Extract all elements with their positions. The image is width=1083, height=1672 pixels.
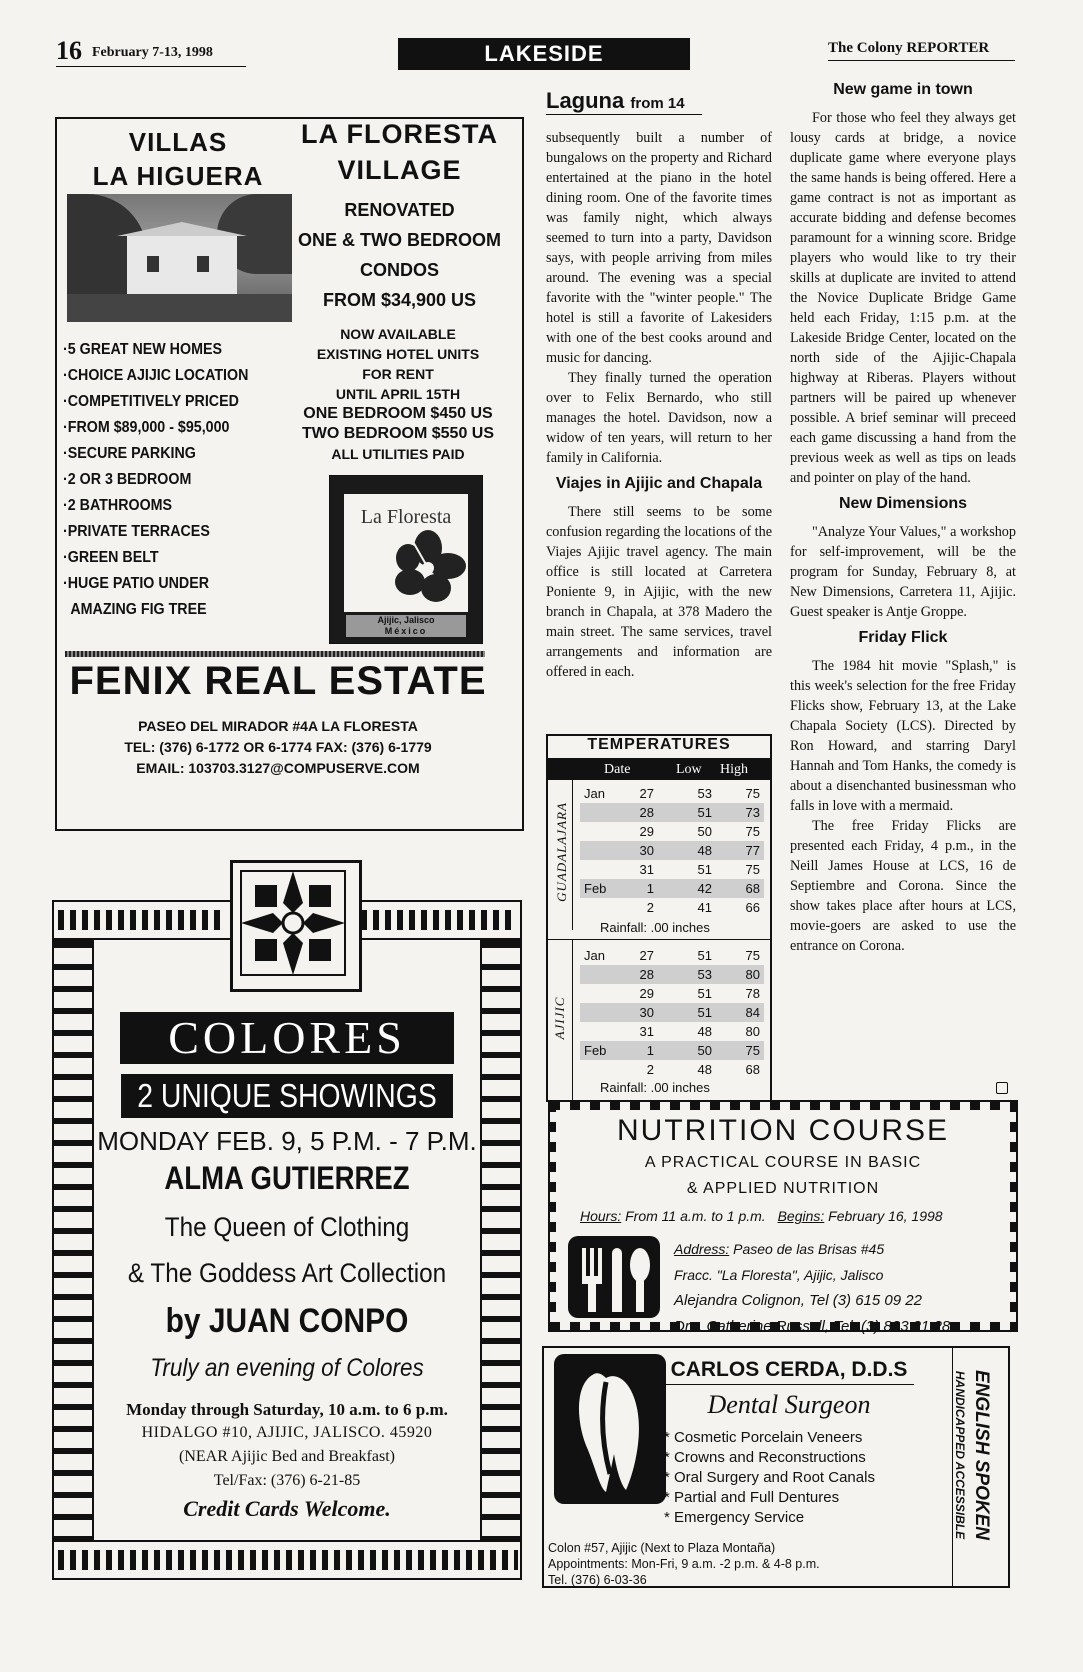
logo-sub: México xyxy=(384,626,428,636)
temp-row xyxy=(580,965,764,984)
opening-hours: Monday through Saturday, 10 a.m. to 6 p.m. xyxy=(126,1400,448,1419)
friday-flick-text: The 1984 hit movie "Splash," is this week's selection for the free Friday Flicks show, February 13, at the Lake Chapala Society (LCS). Directed by Ron Howard, and starring Daryl Hannah and Tom Hanks, the comedy is about a disenchanted businessman who falls in love with a mermaid. xyxy=(790,658,1016,814)
service-item: * Cosmetic Porcelain Veneers xyxy=(664,1429,863,1446)
friday-flick-title: Friday Flick xyxy=(858,629,948,646)
villas-title-2: LA HIGUERA xyxy=(92,161,264,191)
laguna-jump: from 14 xyxy=(630,95,685,112)
temp-row xyxy=(580,841,764,860)
temp-month xyxy=(580,822,622,841)
temp-month xyxy=(580,965,622,984)
begins-value: February 16, 1998 xyxy=(828,1208,943,1224)
rent-line: ALL UTILITIES PAID xyxy=(331,446,465,462)
new-dimensions-text: "Analyze Your Values," a workshop for self-improvement, will be the program for Sunday, February 8, at New Dimensions, Carretera 11, Ajijic. Guest speaker is Antje Groppe. xyxy=(790,524,1016,620)
temp-high: 75 xyxy=(745,948,760,963)
dental-appointments: Appointments: Mon-Fri, 9 a.m. -2 p.m. & 4-8 p.m. xyxy=(548,1557,820,1571)
temp-month: Feb xyxy=(580,1041,622,1060)
feature-item: ·PRIVATE TERRACES xyxy=(63,523,210,540)
dental-phone: Tel. (376) 6-03-36 xyxy=(548,1573,647,1587)
temp-day: 1 xyxy=(622,879,658,898)
address-label: Address: xyxy=(674,1241,730,1257)
show-dates: MONDAY FEB. 9, 5 P.M. - 7 P.M. xyxy=(97,1126,477,1156)
rainfall-value: .00 inches xyxy=(650,920,710,935)
temp-day: 31 xyxy=(639,1024,654,1039)
temp-low: 42 xyxy=(658,879,716,898)
temps-header-row xyxy=(548,759,770,780)
handicapped-accessible: HANDICAPPED ACCESSIBLE xyxy=(953,1370,967,1540)
guadalajara-table xyxy=(580,784,764,917)
temp-high: 75 xyxy=(745,862,760,877)
ajijic-side xyxy=(548,940,573,1100)
guadalajara-side xyxy=(548,780,573,930)
story-paragraph: They finally turned the operation over to Felix Bernardo, who still manages the hotel. Davidson, now a widow of ten years, will return to her family in California. xyxy=(546,370,772,466)
designer-name: ALMA GUTIERREZ xyxy=(164,1160,410,1196)
temp-row xyxy=(580,784,764,803)
temp-low: 51 xyxy=(697,948,712,963)
friday-flick-text: The free Friday Flicks are presented each Friday, 4 p.m., in the Neill James House at LCS, 16 de Septiembre and Corona. Since the show takes place after hours at LCS, movie-goers are asked to use the entrance on Corona. xyxy=(790,818,1016,954)
feature-item: ·5 GREAT NEW HOMES xyxy=(63,341,222,358)
viajes-title: Viajes in Ajijic and Chapala xyxy=(555,475,763,492)
temp-month xyxy=(580,1003,622,1022)
temp-high: 80 xyxy=(745,1024,760,1039)
colores-subtitle: 2 UNIQUE SHOWINGS xyxy=(121,1074,453,1118)
rainfall-label: Rainfall: xyxy=(600,1080,647,1095)
rainfall-label: Rainfall: xyxy=(600,920,647,935)
temp-day: 2 xyxy=(646,900,654,915)
rainfall-value: .00 inches xyxy=(650,1080,710,1095)
temp-row xyxy=(580,946,764,965)
hours-value: From 11 a.m. to 1 p.m. xyxy=(625,1208,766,1224)
rental-details xyxy=(272,324,524,464)
nutrition-course-ad xyxy=(548,1100,1018,1335)
temp-day: 27 xyxy=(639,786,654,801)
begins-label: Begins: xyxy=(777,1208,825,1224)
la-floresta-logo xyxy=(329,475,483,644)
store-address: HIDALGO #10, AJIJIC, JALISCO. 45920 xyxy=(141,1424,433,1441)
new-dimensions-title: New Dimensions xyxy=(838,495,968,512)
credit-cards: Credit Cards Welcome. xyxy=(183,1496,391,1521)
temp-day: 1 xyxy=(622,1041,658,1060)
temp-low: 41 xyxy=(697,900,712,915)
logo-text: La Floresta xyxy=(360,506,452,528)
floresta-line: RENOVATED xyxy=(344,200,455,220)
nutrition-sub2: & APPLIED NUTRITION xyxy=(686,1180,880,1197)
temp-row xyxy=(580,879,764,898)
dentist-rule xyxy=(664,1384,914,1385)
temp-month: Feb xyxy=(580,879,622,898)
temp-low: 50 xyxy=(658,1041,716,1060)
temp-low: 51 xyxy=(697,986,712,1001)
header-rule xyxy=(56,66,246,67)
temp-high: 80 xyxy=(716,965,764,984)
feature-item: ·FROM $89,000 - $95,000 xyxy=(63,419,230,436)
temp-row xyxy=(580,803,764,822)
feature-item: ·CHOICE AJIJIC LOCATION xyxy=(63,367,249,384)
floresta-line: FROM $34,900 US xyxy=(322,290,477,310)
dental-contact xyxy=(548,1540,820,1588)
temp-month: Jan xyxy=(584,948,605,963)
temp-day: 29 xyxy=(639,824,654,839)
floresta-details xyxy=(277,195,522,315)
temp-high: 75 xyxy=(745,824,760,839)
nutrition-title: NUTRITION COURSE xyxy=(617,1114,949,1147)
colores-title: COLORES xyxy=(120,1012,454,1064)
dental-services xyxy=(664,1428,875,1528)
ajijic-label: AJIJIC xyxy=(552,996,567,1040)
dental-side-banner xyxy=(952,1348,1009,1586)
feature-item: ·SECURE PARKING xyxy=(63,445,196,462)
store-near: (NEAR Ajijic Bed and Breakfast) xyxy=(179,1448,395,1465)
tagline-3: by JUAN CONPO xyxy=(165,1302,409,1340)
feature-item: ·2 OR 3 BEDROOM xyxy=(63,471,192,488)
hibiscus-flower-icon xyxy=(388,526,468,606)
company-name: FENIX REAL ESTATE xyxy=(69,659,487,703)
english-spoken: ENGLISH SPOKEN xyxy=(971,1370,992,1540)
temp-day: 28 xyxy=(622,803,658,822)
temp-low: 51 xyxy=(658,1003,716,1022)
temp-month xyxy=(580,898,622,917)
floresta-title-1: LA FLORESTA xyxy=(301,119,498,149)
address-fracc: Fracc. "La Floresta", Ajijic, Jalisco xyxy=(674,1267,884,1283)
feature-item: ·GREEN BELT xyxy=(63,549,159,566)
nutrition-contact xyxy=(674,1236,1004,1340)
temp-high: 68 xyxy=(716,879,764,898)
section-banner: LAKESIDE xyxy=(398,38,690,70)
temp-high: 75 xyxy=(716,1041,764,1060)
dentist-title: Dental Surgeon xyxy=(707,1390,871,1419)
publication-name: The Colony REPORTER xyxy=(828,40,990,56)
hours-label: Hours: xyxy=(580,1208,622,1224)
temp-high: 75 xyxy=(745,786,760,801)
floresta-line: ONE & TWO BEDROOM xyxy=(298,230,501,250)
temp-row xyxy=(580,1003,764,1022)
dental-ad xyxy=(542,1346,1010,1588)
story-paragraph: subsequently built a number of bungalows on the property and Richard entertained at the piano in the hotel dining room. One of the favorite times was family night, which always seemed to turn into a party, Davidson says, with people arriving from miles around. The evening was a special favorite with the "winter people." The hotel is still a favorite of Lakesiders with one of the best cooks around and music for dancing. xyxy=(546,130,772,366)
temp-high: 66 xyxy=(745,900,760,915)
temp-month: Jan xyxy=(584,786,605,801)
guadalajara-rainfall xyxy=(600,920,710,935)
feature-item: ·COMPETITIVELY PRICED xyxy=(63,393,239,410)
ajijic-table xyxy=(580,946,764,1079)
laguna-headline xyxy=(546,88,685,114)
temp-low: 51 xyxy=(658,803,716,822)
logo-location xyxy=(346,615,466,637)
temp-row xyxy=(580,860,764,879)
address-value: Paseo de las Brisas #45 xyxy=(733,1241,885,1257)
temp-low: 50 xyxy=(697,824,712,839)
page-number: 16 xyxy=(56,36,82,65)
temp-high: 68 xyxy=(745,1062,760,1077)
villa-photo xyxy=(67,194,292,322)
store-phone: Tel/Fax: (376) 6-21-85 xyxy=(213,1472,361,1489)
company-address: PASEO DEL MIRADOR #4A LA FLORESTA xyxy=(138,718,418,734)
temperatures-box xyxy=(546,734,772,1102)
service-item: * Crowns and Reconstructions xyxy=(664,1449,866,1466)
meander-bottom xyxy=(52,1540,522,1580)
logo-sub: Ajijic, Jalisco xyxy=(377,615,435,625)
new-game-title: New game in town xyxy=(833,81,973,98)
temp-day: 31 xyxy=(639,862,654,877)
divider-rule xyxy=(65,651,485,657)
new-game-text: For those who feel they always get lousy cards at bridge, a novice duplicate game where everyone plays the same hands is being offered. Here a game contract is not as important as accurate bidding and defense becomes paramount for a winning score. Bridge players who would like to try their skills at duplicate are invited to attend the Novice Duplicate Bridge Game held each Friday, 1:15 p.m. at the Lakeside Bridge Center, located on the north side of the Ajijic-Chapala highway at Riberas. Players without partners will be paired up whenever possible. A brief seminar will preceed each game discussing a hand from the previous week as well as tips on leads and pointer on play of the hand. xyxy=(790,110,1016,486)
temp-row xyxy=(580,898,764,917)
tooth-icon xyxy=(554,1354,666,1504)
ajijic-rainfall xyxy=(600,1080,710,1095)
temp-day: 2 xyxy=(646,1062,654,1077)
temp-high: 84 xyxy=(716,1003,764,1022)
issue-date: February 7-13, 1998 xyxy=(92,45,213,60)
page-header xyxy=(0,0,1083,80)
service-item: * Oral Surgery and Root Canals xyxy=(664,1469,875,1486)
feature-item: ·HUGE PATIO UNDER xyxy=(63,575,210,592)
utensils-icon xyxy=(568,1236,660,1318)
temp-month xyxy=(580,803,622,822)
temp-high: 77 xyxy=(716,841,764,860)
temp-low: 53 xyxy=(697,786,712,801)
rent-line: FOR RENT xyxy=(362,366,434,382)
temp-row xyxy=(580,1060,764,1079)
temp-row xyxy=(580,822,764,841)
rent-line: TWO BEDROOM $550 US xyxy=(301,425,495,442)
temp-month xyxy=(580,1022,622,1041)
temp-month xyxy=(580,860,622,879)
laguna-column xyxy=(546,128,772,682)
nutrition-sub1: A PRACTICAL COURSE IN BASIC xyxy=(644,1154,922,1171)
dentist-name: CARLOS CERDA, D.D.S xyxy=(670,1358,908,1381)
company-email: EMAIL: 103703.3127@COMPUSERVE.COM xyxy=(136,760,420,776)
temps-divider xyxy=(548,939,770,940)
sun-emblem-icon xyxy=(233,863,353,983)
temp-day: 29 xyxy=(639,986,654,1001)
colores-emblem xyxy=(230,860,362,992)
end-mark-icon xyxy=(996,1082,1008,1094)
dental-address: Colon #57, Ajijic (Next to Plaza Montaña) xyxy=(548,1541,776,1555)
villas-title-1: VILLAS xyxy=(128,127,228,157)
rent-line: UNTIL APRIL 15TH xyxy=(335,386,461,402)
temp-high: 78 xyxy=(745,986,760,1001)
temp-low: 48 xyxy=(697,1024,712,1039)
temp-row xyxy=(580,984,764,1003)
temp-month xyxy=(580,984,622,1003)
contact-2: Dra. Catherine Russell, Tel. (3) 823 21 28 xyxy=(674,1318,951,1335)
temp-low: 48 xyxy=(658,841,716,860)
rent-line: ONE BEDROOM $450 US xyxy=(303,405,493,422)
temp-day: 30 xyxy=(622,841,658,860)
laguna-title: Laguna xyxy=(546,88,625,113)
feature-item: ·2 BATHROOMS xyxy=(63,497,173,514)
temp-low: 48 xyxy=(697,1062,712,1077)
tagline-4: Truly an evening of Colores xyxy=(150,1354,424,1382)
right-column xyxy=(790,76,1016,956)
tagline-2: & The Goddess Art Collection xyxy=(127,1258,447,1288)
guadalajara-label: GUADALAJARA xyxy=(554,802,569,902)
temp-low: 51 xyxy=(697,862,712,877)
rent-line: NOW AVAILABLE xyxy=(340,326,456,342)
temp-low: 53 xyxy=(658,965,716,984)
temp-row xyxy=(580,1041,764,1060)
meander-left xyxy=(52,940,94,1540)
viajes-paragraph: There still seems to be some confusion regarding the locations of the Viajes Ajijic travel agency. The main office is still located at Carretera Poniente 9, in Ajijic, with the new branch in Chapala, at 378 Madero the main street. The same services, travel arrangements and information are offered in each. xyxy=(546,504,772,680)
nutrition-schedule xyxy=(580,1208,943,1224)
service-item: * Partial and Full Dentures xyxy=(664,1489,840,1506)
company-phones: TEL: (376) 6-1772 OR 6-1774 FAX: (376) 6-1779 xyxy=(124,739,432,755)
temp-high: 73 xyxy=(716,803,764,822)
feature-item: AMAZING FIG TREE xyxy=(70,601,207,618)
colores-ad xyxy=(52,860,522,1590)
service-item: * Emergency Service xyxy=(664,1509,805,1526)
villas-feature-list xyxy=(63,337,248,623)
floresta-title-2: VILLAGE xyxy=(337,155,462,185)
temp-row xyxy=(580,1022,764,1041)
fenix-real-estate-ad xyxy=(55,117,524,831)
temps-title: TEMPERATURES xyxy=(548,736,770,759)
temp-day: 27 xyxy=(639,948,654,963)
col-date: Date xyxy=(604,762,631,777)
headline-rule xyxy=(546,114,702,115)
col-high: High xyxy=(720,762,748,777)
tagline-1: The Queen of Clothing xyxy=(164,1212,410,1242)
col-low: Low xyxy=(676,762,702,777)
rent-line: EXISTING HOTEL UNITS xyxy=(316,346,480,362)
contact-1: Alejandra Colignon, Tel (3) 615 09 22 xyxy=(674,1292,922,1309)
temp-month xyxy=(580,1060,622,1079)
header-rule-right xyxy=(828,60,1015,61)
temp-day: 30 xyxy=(622,1003,658,1022)
temp-month xyxy=(580,841,622,860)
meander-right xyxy=(480,940,522,1540)
floresta-line: CONDOS xyxy=(359,260,439,280)
temp-day: 28 xyxy=(622,965,658,984)
